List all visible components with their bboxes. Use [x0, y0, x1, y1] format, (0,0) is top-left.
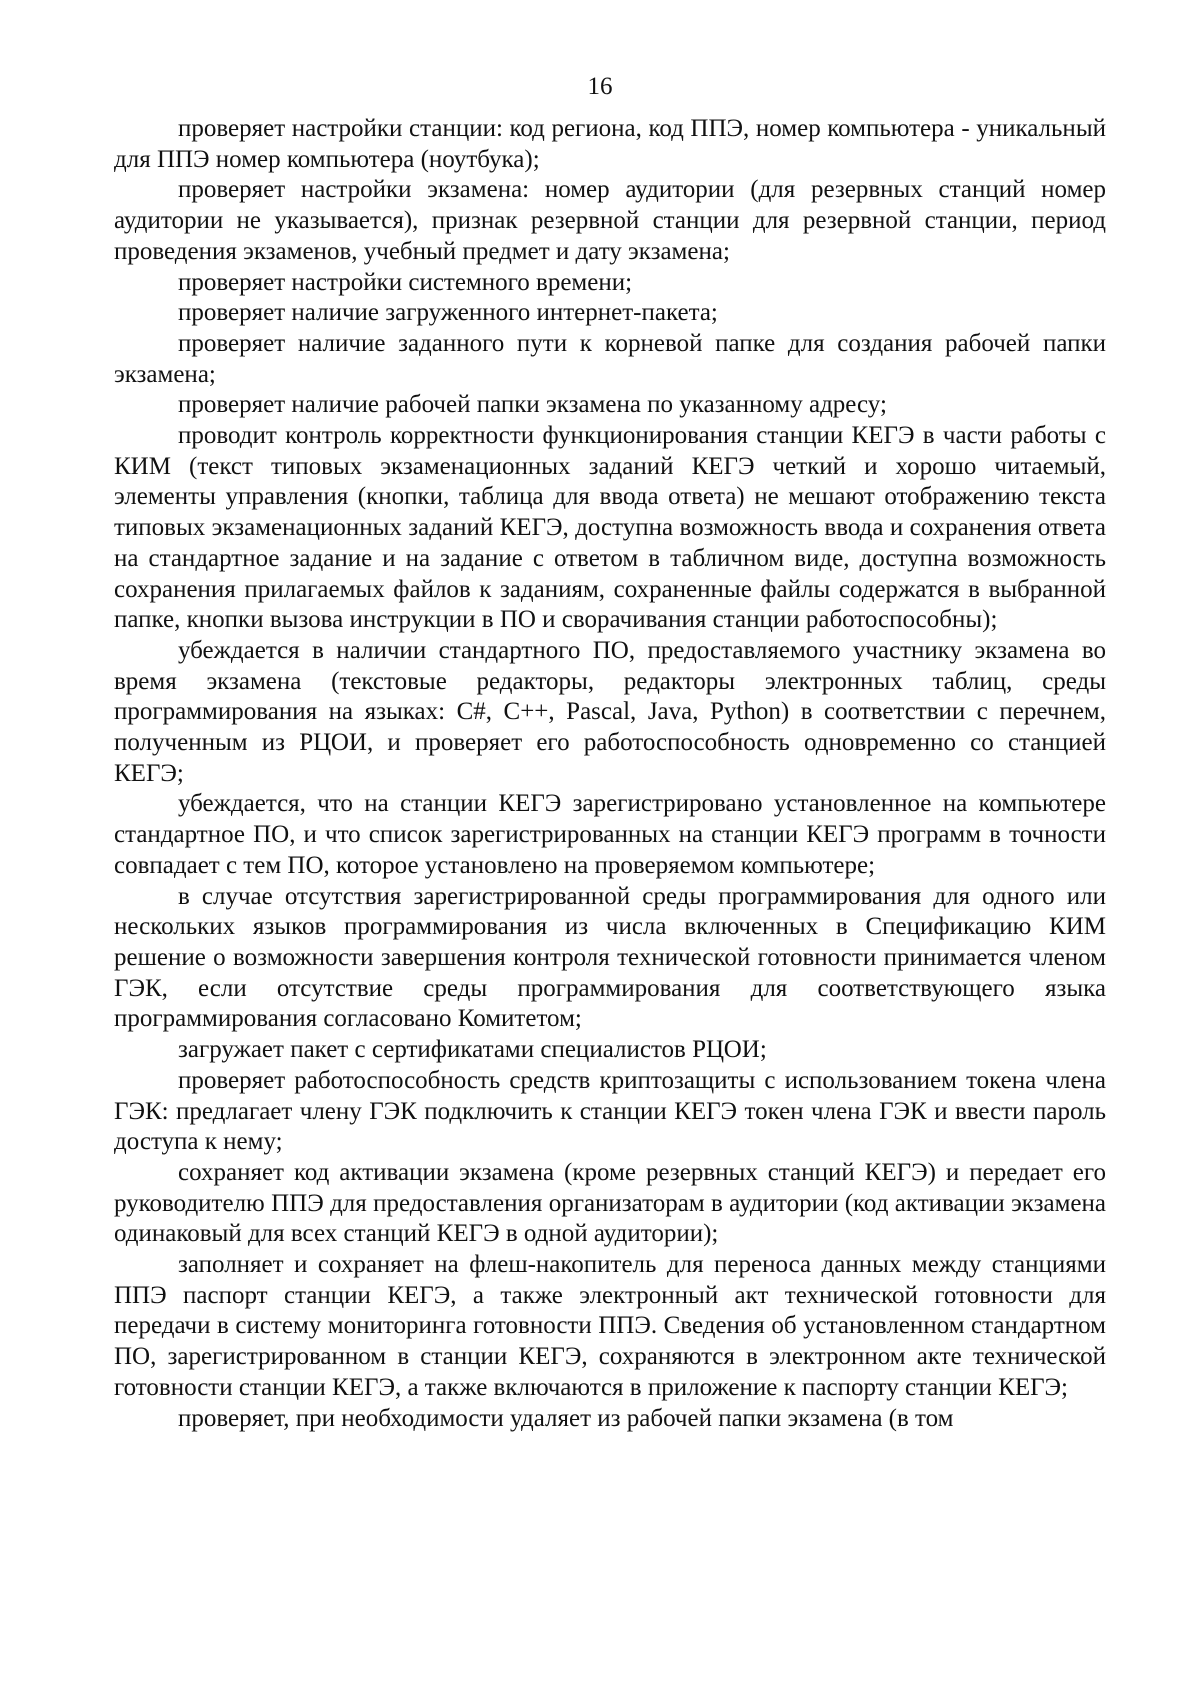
paragraph: проверяет наличие заданного пути к корневой папке для создания рабочей папки экзамена;: [114, 329, 1106, 388]
paragraph: заполняет и сохраняет на флеш-накопитель для переноса данных между станциями ППЭ паспорт станции КЕГЭ, а также электронный акт технической готовности для передачи в систему мониторинга готовности ППЭ. Сведения об установленном стандартном ПО, зарегистрированном в станции КЕГЭ, сохраняются в электронном акте технической готовности станции КЕГЭ, а также включаются в приложение к паспорту станции КЕГЭ;: [114, 1251, 1106, 1401]
paragraph: проверяет настройки экзамена: номер аудитории (для резервных станций номер аудитории не указывается), признак резервной станции для резервной станции, период проведения экзаменов, учебный предмет и дату экзамена;: [114, 176, 1106, 265]
paragraph: убеждается, что на станции КЕГЭ зарегистрировано установленное на компьютере стандартное ПО, и что список зарегистрированных на станции КЕГЭ программ в точности совпадает с тем ПО, которое установлено на проверяемом компьютере;: [114, 790, 1106, 879]
paragraph: сохраняет код активации экзамена (кроме резервных станций КЕГЭ) и передает его руководителю ППЭ для предоставления организаторам в аудитории (код активации экзамена одинаковый для всех станций КЕГЭ в одной аудитории);: [114, 1158, 1106, 1248]
paragraph: убеждается в наличии стандартного ПО, предоставляемого участнику экзамена во время экзамена (текстовые редакторы, редакторы электронных таблиц, среды программирования на языках: C#, C++, Pascal, Java, Python) в соответствии с перечнем, полученным из РЦОИ, и проверяет его работоспособность одновременно со станцией КЕГЭ;: [114, 636, 1106, 787]
paragraph: загружает пакет с сертификатами специалистов РЦОИ;: [178, 1036, 767, 1064]
paragraph: проверяет наличие загруженного интернет-пакета;: [178, 299, 718, 327]
paragraph: проверяет настройки системного времени;: [178, 268, 633, 296]
paragraph: проверяет настройки станции: код региона, код ППЭ, номер компьютера - уникальный для ППЭ номер компьютера (ноутбука);: [114, 115, 1106, 173]
paragraph: проверяет работоспособность средств криптозащиты с использованием токена члена ГЭК: предлагает члену ГЭК подключить к станции КЕГЭ токен члена ГЭК и ввести пароль доступа к нему;: [114, 1066, 1106, 1156]
page-number: 16: [587, 73, 613, 100]
paragraph: проверяет наличие рабочей папки экзамена по указанному адресу;: [178, 391, 887, 419]
paragraph: проводит контроль корректности функционирования станции КЕГЭ в части работы с КИМ (текст типовых экзаменационных заданий КЕГЭ четкий и хорошо читаемый, элементы управления (кнопки, таблица для ввода ответа) не мешают отображению текста типовых экзаменационных заданий КЕГЭ, доступна возможность ввода и сохранения ответа на стандартное задание и на задание с ответом в табличном виде, доступна возможность сохранения прилагаемых файлов к заданиям, сохраненные файлы содержатся в выбранной папке, кнопки вызова инструкции в ПО и сворачивания станции работоспособны);: [114, 422, 1106, 634]
document-body: [114, 114, 1106, 1434]
paragraph: в случае отсутствия зарегистрированной среды программирования для одного или нескольких языков программирования из числа включенных в Спецификацию КИМ решение о возможности завершения контроля технической готовности принимается членом ГЭК, если отсутствие среды программирования для соответствующего языка программирования согласовано Комитетом;: [114, 882, 1106, 1033]
paragraph: проверяет, при необходимости удаляет из рабочей папки экзамена (в том: [178, 1404, 954, 1432]
